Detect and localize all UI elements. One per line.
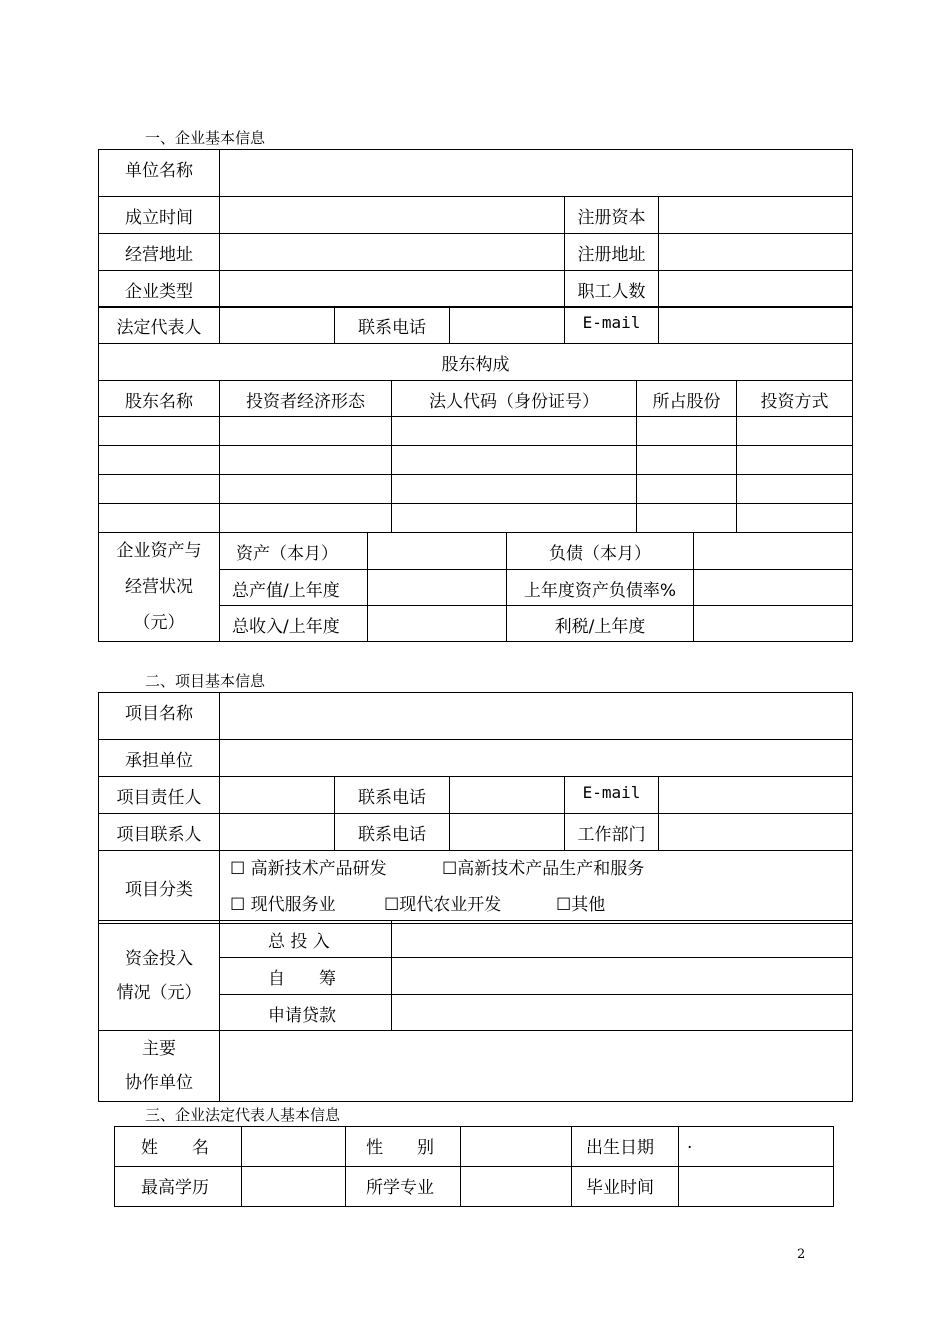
sh-cell[interactable] [220,504,392,533]
project-category-table [98,850,853,924]
sh-header-type: 投资者经济形态 [220,381,392,417]
page-number: 2 [797,1247,806,1262]
department-field[interactable] [659,814,853,851]
pm-label: 项目责任人 [99,777,220,814]
funding-label [99,921,220,1031]
legal-rep-email-label: E-mail [565,307,659,344]
legal-rep-info-table [114,1126,834,1207]
category-option-production[interactable]: ☐高新技术产品生产和服务 [442,859,645,879]
income-last-field[interactable] [368,606,507,642]
sh-cell[interactable] [392,417,637,446]
sh-cell[interactable] [737,417,853,446]
section2-title: 二、项目基本信息 [145,672,266,690]
birth-label: 出生日期 [572,1127,679,1167]
sh-cell[interactable] [99,504,220,533]
contact-field[interactable] [220,814,335,851]
table-row [99,504,853,533]
unit-name-field[interactable] [220,150,853,197]
income-last-label: 总收入/上年度 [220,606,368,642]
legal-rep-table [98,306,853,381]
education-field[interactable] [242,1167,346,1207]
education-label: 最高学历 [115,1167,242,1207]
total-invest-label: 总 投 入 [220,921,392,958]
category-option-other[interactable]: ☐其他 [556,895,606,915]
biz-address-label: 经营地址 [99,234,220,271]
sh-cell[interactable] [392,475,637,504]
table-row [99,446,853,475]
birth-field[interactable]: . [679,1127,834,1167]
unit-name-label: 单位名称 [99,150,220,197]
pm-field[interactable] [220,777,335,814]
debt-ratio-label: 上年度资产负债率% [507,570,694,606]
sh-cell[interactable] [737,504,853,533]
category-option-rd[interactable]: ☐ 高新技术产品研发 [230,859,387,879]
tax-last-label: 利税/上年度 [507,606,694,642]
department-label: 工作部门 [565,814,659,851]
contact-phone-field[interactable] [450,814,565,851]
pm-phone-label: 联系电话 [335,777,450,814]
partner-table [98,1030,853,1102]
grad-time-field[interactable] [679,1167,834,1207]
sh-cell[interactable] [637,504,737,533]
legal-rep-label: 法定代表人 [99,307,220,344]
project-info-table [98,692,853,851]
assets-table [98,532,853,642]
funding-label-line1: 资金投入 [125,948,193,969]
name-label: 姓 名 [115,1127,242,1167]
assets-label [99,533,220,642]
established-label: 成立时间 [99,197,220,234]
reg-address-label: 注册地址 [565,234,659,271]
sh-header-name: 股东名称 [99,381,220,417]
name-field[interactable] [242,1127,346,1167]
funding-label-line2: 情况（元） [116,982,202,1003]
biz-address-field[interactable] [220,234,565,271]
shareholders-table [98,380,853,533]
pm-email-label: E-mail [565,777,659,814]
legal-rep-phone-field[interactable] [450,307,565,344]
table-row [99,475,853,504]
category-option-service[interactable]: ☐ 现代服务业 [230,895,336,915]
contact-label: 项目联系人 [99,814,220,851]
sh-cell[interactable] [637,417,737,446]
gender-label: 性 别 [346,1127,461,1167]
undertaker-field[interactable] [220,740,853,777]
section1-title: 一、企业基本信息 [145,129,266,147]
assets-month-field[interactable] [368,533,507,570]
company-type-field[interactable] [220,271,565,308]
partner-field[interactable] [220,1031,853,1102]
sh-cell[interactable] [392,504,637,533]
tax-last-field[interactable] [694,606,853,642]
liab-month-label: 负债（本月） [507,533,694,570]
major-field[interactable] [461,1167,572,1207]
company-info-table [98,149,853,308]
sh-cell[interactable] [99,446,220,475]
sh-cell[interactable] [392,446,637,475]
grad-time-label: 毕业时间 [572,1167,679,1207]
self-raised-field[interactable] [392,958,853,995]
major-label: 所学专业 [346,1167,461,1207]
loan-request-label: 申请贷款 [220,995,392,1031]
legal-rep-email-field[interactable] [659,307,853,344]
sh-header-code: 法人代码（身份证号） [392,381,637,417]
sh-cell[interactable] [220,475,392,504]
output-last-field[interactable] [368,570,507,606]
funding-table [98,920,853,1031]
table-row [99,417,853,446]
sh-cell[interactable] [637,446,737,475]
loan-request-field[interactable] [392,995,853,1031]
partner-label-line2: 协作单位 [125,1073,193,1093]
reg-capital-field[interactable] [659,197,853,234]
assets-label-line2: 经营状况 [125,577,193,597]
category-option-agriculture[interactable]: ☐现代农业开发 [384,895,502,915]
self-raised-label: 自 筹 [220,958,392,995]
employees-label: 职工人数 [565,271,659,308]
partner-label [99,1031,220,1102]
assets-month-label: 资产（本月） [220,533,368,570]
legal-rep-field[interactable] [220,307,335,344]
project-name-label: 项目名称 [99,693,220,740]
sh-header-share: 所占股份 [637,381,737,417]
pm-phone-field[interactable] [450,777,565,814]
partner-label-line1: 主要 [142,1039,176,1059]
sh-cell[interactable] [99,417,220,446]
gender-field[interactable] [461,1127,572,1167]
sh-cell[interactable] [220,446,392,475]
assets-label-line3: （元） [133,613,185,633]
sh-header-method: 投资方式 [737,381,853,417]
category-options [220,851,853,924]
sh-cell[interactable] [737,475,853,504]
category-label: 项目分类 [99,851,220,924]
total-invest-field[interactable] [392,921,853,958]
contact-phone-label: 联系电话 [335,814,450,851]
section3-title: 三、企业法定代表人基本信息 [145,1106,341,1124]
sh-cell[interactable] [99,475,220,504]
reg-capital-label: 注册资本 [565,197,659,234]
established-field[interactable] [220,197,565,234]
output-last-label: 总产值/上年度 [220,570,368,606]
sh-cell[interactable] [637,475,737,504]
sh-cell[interactable] [220,417,392,446]
project-name-field[interactable] [220,693,853,740]
debt-ratio-field[interactable] [694,570,853,606]
pm-email-field[interactable] [659,777,853,814]
legal-rep-phone-label: 联系电话 [335,307,450,344]
assets-label-line1: 企业资产与 [116,541,202,561]
reg-address-field[interactable] [659,234,853,271]
employees-field[interactable] [659,271,853,308]
liab-month-field[interactable] [694,533,853,570]
sh-cell[interactable] [737,446,853,475]
company-type-label: 企业类型 [99,271,220,308]
undertaker-label: 承担单位 [99,740,220,777]
shareholders-title: 股东构成 [99,344,853,381]
